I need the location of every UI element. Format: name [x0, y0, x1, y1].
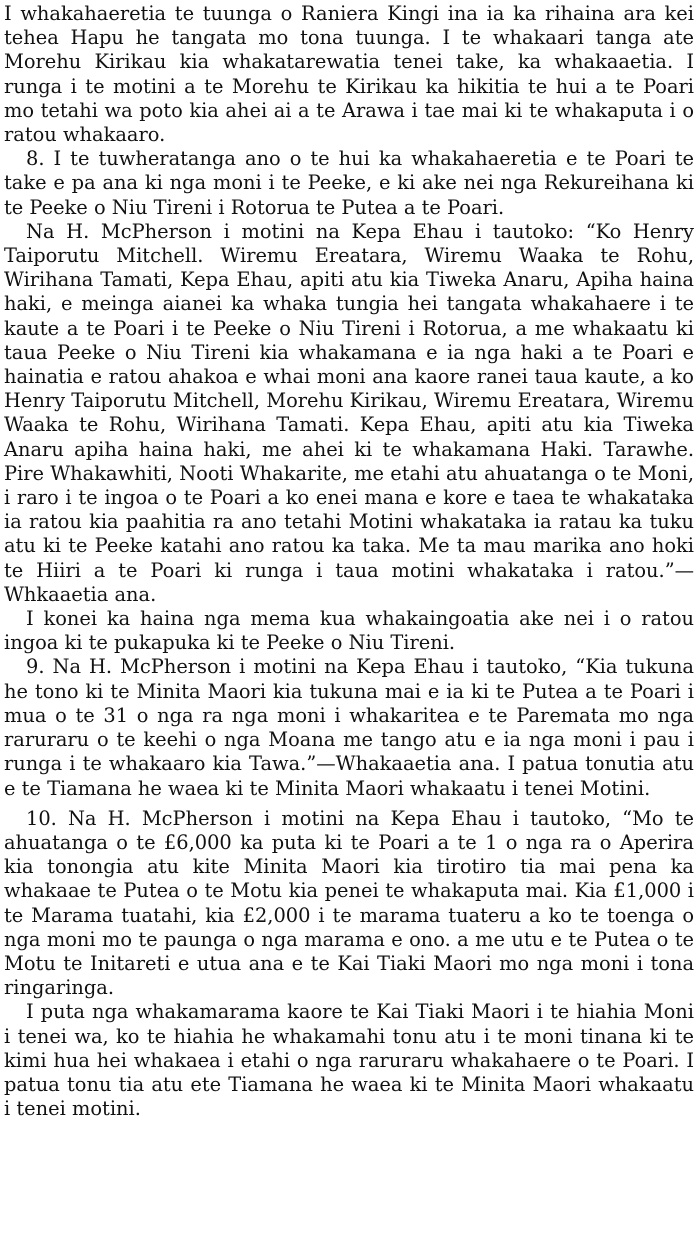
paragraph-raniera-kingi: I whakahaeretia te tuunga o Raniera Kingi ina ia ka rihaina ara kei tehea Hapu he tangata mo tona tuunga. I te whakaari tanga ate Morehu Kirikau kia whakatarewatia tenei take, ka whakaaetia. I runga i te motini a te Morehu te Kirikau ka hikitia te hui a te Poari mo tetahi wa poto kia ahei ai a te Arawa i tae mai ki te whakaputa i o ratou whakaaro.: [4, 2, 694, 147]
paragraph-members-signed: I konei ka haina nga mema kua whakaingoatia ake nei i o ratou ingoa ki te pukapuka ki te Peeke o Niu Tireni.: [4, 607, 694, 655]
paragraph-item-9: 9. Na H. McPherson i motini na Kepa Ehau i tautoko, “Kia tukuna he tono ki te Minita Maori kia tukuna mai e ia ki te Putea a te Poari i mua o te 31 o nga ra nga moni i whakaritea e te Paremata mo nga raruraru o te keehi o nga Moana me tango atu e ia nga moni i pau i runga i te whakaaro kia Tawa.”—Whakaaetia ana. I patua tonutia atu e te Tiamana he waea ki te Minita Maori whakaatu i tenei Motini.: [4, 655, 694, 800]
paragraph-item-8: 8. I te tuwheratanga ano o te hui ka whakahaeretia e te Poari te take e pa ana ki nga moni i te Peeke, e ki ake nei nga Rekureihana ki te Peeke o Niu Tireni i Rotorua te Putea a te Poari.: [4, 147, 694, 219]
paragraph-explanation: I puta nga whakamarama kaore te Kai Tiaki Maori i te hiahia Moni i tenei wa, ko te hiahia he whakamahi tonu atu i te moni tinana ki te kimi hua hei whakaea i etahi o nga raruraru whakahaere o te Poari. I patua tonu tia atu ete Tiamana he waea ki te Minita Maori whakaatu i tenei motini.: [4, 1000, 694, 1121]
paragraph-motion-signatories: Na H. McPherson i motini na Kepa Ehau i tautoko: “Ko Henry Taiporutu Mitchell. Wiremu Ereatara, Wiremu Waaka te Rohu, Wirihana Tamati, Kepa Ehau, apiti atu kia Tiweka Anaru, Apiha haina haki, e meinga aianei ka whaka tungia hei tangata whakahaere i te kaute a te Poari i te Peeke o Niu Tireni i Rotorua, a me whakaatu ki taua Peeke o Niu Tireni kia whakamana e ia nga haki a te Poari e hainatia e ratou ahakoa e whai moni ana kaore ranei taua kaute, a ko Henry Taiporutu Mitchell, Morehu Kirikau, Wiremu Ereatara, Wiremu Waaka te Rohu, Wirihana Tamati. Kepa Ehau, apiti atu kia Tiweka Anaru apiha haina haki, me ahei ki te whakamana Haki. Tarawhe. Pire Whakawhiti, Nooti Whakarite, me etahi atu ahuatanga o te Moni, i raro i te ingoa o te Poari a ko enei mana e kore e taea te whakataka ia ratou kia paahitia ra ano tetahi Motini whakataka ia ratau ka tuku atu ki te Peeke katahi ano ratou ka taka. Me ta mau marika ano hoki te Hiiri a te Poari ki runga i taua motini whakataka i ratou.”—Whkaaetia ana.: [4, 219, 694, 606]
paragraph-item-10: 10. Na H. McPherson i motini na Kepa Ehau i tautoko, “Mo te ahuatanga o te £6,000 ka puta ki te Poari a te 1 o nga ra o Aperira kia tonongia atu kite Minita Maori kia tirotiro tia mai pena ka whakaae te Putea o te Motu kia penei te whakaputa mai. Kia £1,000 i te Marama tuatahi, kia £2,000 i te marama tuateru a ko te toenga o nga moni mo te paunga o nga marama e ono. a me utu e te Putea o te Motu te Initareti e utua ana e te Kai Tiaki Maori mo nga moni i tona ringaringa.: [4, 806, 694, 1000]
